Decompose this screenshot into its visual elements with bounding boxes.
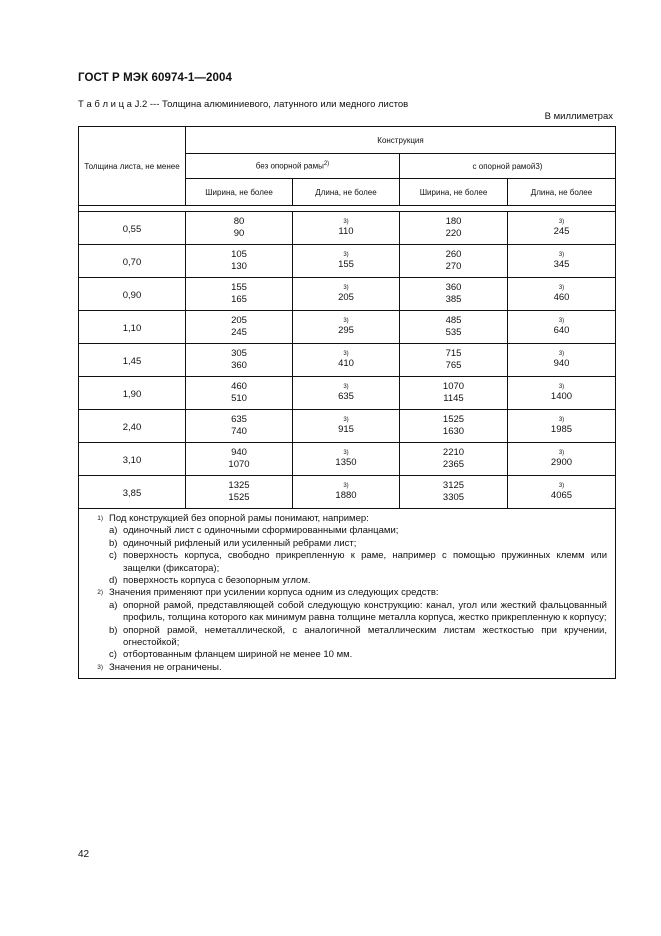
- table-row: [79, 278, 616, 311]
- note-3-mark: 3): [97, 663, 103, 671]
- width-value-a: 360: [445, 282, 462, 293]
- length-with-frame-cell: [508, 245, 616, 278]
- note-item-text: отбортованным фланцем шириной не менее 10 мм.: [123, 649, 353, 661]
- width-without-frame-cell: [186, 344, 293, 377]
- footnote-ref-3: 3): [558, 417, 565, 423]
- thickness-cell: 2,40: [79, 410, 186, 443]
- table-row: [79, 344, 616, 377]
- length-value: 940: [553, 358, 570, 369]
- length-value: 110: [338, 226, 354, 237]
- note-1-mark: 1): [97, 515, 103, 522]
- note-item-label: b): [109, 624, 118, 636]
- header-width-without-frame: Ширина, не более: [186, 179, 293, 206]
- note-list-item: [87, 649, 607, 661]
- length-value: 640: [553, 325, 570, 336]
- header-with-frame: с опорной рамой3): [400, 154, 616, 179]
- width-without-frame-cell: [186, 311, 293, 344]
- thickness-table: [78, 126, 616, 679]
- length-without-frame-cell: [293, 344, 400, 377]
- width-without-frame-cell: [186, 278, 293, 311]
- width-value-a: 180: [445, 216, 462, 227]
- width-value-a: 635: [231, 414, 247, 425]
- width-value-a: 105: [231, 249, 247, 260]
- note-item-text: опорной рамой, неметаллической, с аналогичной металлическим листам жесткостью при кручении, огнестойкой;: [123, 624, 607, 649]
- length-with-frame-cell: [508, 278, 616, 311]
- note-item-label: b): [109, 537, 118, 549]
- length-value: 410: [338, 358, 354, 369]
- length-without-frame-cell: [293, 476, 400, 509]
- length-without-frame-cell: [293, 410, 400, 443]
- table-row: [79, 377, 616, 410]
- length-value: 2900: [550, 457, 573, 468]
- length-without-frame-cell: [293, 443, 400, 476]
- width-without-frame-cell: [186, 212, 293, 245]
- length-value: 915: [338, 424, 354, 435]
- footnote-ref-2: 2): [323, 161, 330, 168]
- width-value-a: 1525: [442, 414, 465, 425]
- width-value-b: 2365: [442, 459, 465, 470]
- width-value-a: 715: [445, 348, 462, 359]
- length-with-frame-cell: [508, 443, 616, 476]
- footnote-ref-3: 3): [343, 384, 349, 390]
- width-value-a: 940: [231, 447, 247, 458]
- width-value-b: 90: [233, 228, 245, 239]
- thickness-cell: 1,90: [79, 377, 186, 410]
- footnote-ref-3: 3): [558, 351, 565, 357]
- thickness-cell: 0,55: [79, 212, 186, 245]
- width-value-b: 510: [231, 393, 247, 404]
- footnote-ref-3: 3): [558, 450, 565, 456]
- note-item-text: поверхность корпуса с безопорным углом.: [123, 575, 311, 587]
- length-without-frame-cell: [293, 377, 400, 410]
- length-without-frame-cell: [293, 311, 400, 344]
- width-with-frame-cell: [400, 245, 508, 278]
- length-without-frame-cell: [293, 278, 400, 311]
- width-value-a: 260: [445, 249, 462, 260]
- thickness-cell: 3,10: [79, 443, 186, 476]
- note-1-text: Под конструкцией без опорной рамы понимают, например:: [109, 513, 369, 524]
- width-without-frame-cell: [186, 245, 293, 278]
- width-without-frame-cell: [186, 410, 293, 443]
- table-row: [79, 311, 616, 344]
- footnote-ref-3: 3): [558, 384, 565, 390]
- footnote-ref-3: 3): [343, 351, 349, 357]
- width-without-frame-cell: [186, 443, 293, 476]
- header-length-without-frame: Длина, не более: [293, 179, 400, 206]
- width-value-a: 80: [233, 216, 245, 227]
- table-notes: [79, 509, 616, 679]
- width-value-a: 460: [231, 381, 247, 392]
- header-without-frame-label: без опорной рамы: [255, 161, 324, 171]
- length-value: 1880: [335, 490, 357, 501]
- width-value-a: 485: [445, 315, 462, 326]
- header-width-with-frame: Ширина, не более: [400, 179, 508, 206]
- width-value-b: 220: [445, 228, 462, 239]
- thickness-cell: 3,85: [79, 476, 186, 509]
- width-value-b: 1630: [442, 426, 465, 437]
- width-with-frame-cell: [400, 278, 508, 311]
- length-value: 205: [338, 292, 354, 303]
- length-value: 1985: [550, 424, 573, 435]
- footnote-ref-3: 3): [343, 285, 349, 291]
- width-value-a: 155: [231, 282, 247, 293]
- page-number: 42: [78, 849, 90, 860]
- footnote-ref-3: 3): [343, 417, 349, 423]
- width-value-b: 270: [445, 261, 462, 272]
- thickness-cell: 1,45: [79, 344, 186, 377]
- width-value-b: 245: [231, 327, 247, 338]
- note-list-item: [87, 625, 607, 650]
- header-length-with-frame: Длина, не более: [508, 179, 616, 206]
- table-caption: Т а б л и ц а J.2 --- Толщина алюминиевого, латунного или медного листов: [78, 99, 409, 110]
- note-item-text: опорной рамой, представляющей собой следующую конструкцию: канал, угол или жесткий фальцованный профиль, толщина которого как минимум равна толщине металла корпуса, жестко прикрепленную к корпусу;: [123, 599, 607, 624]
- length-without-frame-cell: [293, 212, 400, 245]
- width-value-b: 535: [445, 327, 462, 338]
- length-value: 635: [338, 391, 354, 402]
- units-label: В миллиметрах: [544, 111, 613, 122]
- width-value-a: 305: [231, 348, 247, 359]
- footnote-ref-3: 3): [343, 219, 349, 225]
- length-without-frame-cell: [293, 245, 400, 278]
- note-item-text: одиночный рифленый или усиленный ребрами лист;: [123, 537, 357, 549]
- width-with-frame-cell: [400, 212, 508, 245]
- width-value-b: 3305: [442, 492, 465, 503]
- length-value: 460: [553, 292, 570, 303]
- width-value-b: 1525: [228, 492, 250, 503]
- header-without-frame: [186, 154, 400, 179]
- note-item-label: a): [109, 599, 118, 611]
- width-with-frame-cell: [400, 311, 508, 344]
- note-2: [87, 587, 607, 599]
- thickness-cell: 1,10: [79, 311, 186, 344]
- note-1: [87, 513, 607, 525]
- width-value-b: 765: [445, 360, 462, 371]
- note-list-item: [87, 575, 607, 587]
- width-without-frame-cell: [186, 476, 293, 509]
- length-value: 345: [553, 259, 570, 270]
- width-value-b: 385: [445, 294, 462, 305]
- width-value-a: 2210: [442, 447, 465, 458]
- width-value-b: 740: [231, 426, 247, 437]
- length-value: 245: [553, 226, 570, 237]
- table-row: [79, 212, 616, 245]
- note-2-text: Значения применяют при усилении корпуса одним из следующих средств:: [109, 587, 439, 599]
- width-without-frame-cell: [186, 377, 293, 410]
- length-value: 4065: [550, 490, 573, 501]
- width-with-frame-cell: [400, 476, 508, 509]
- width-with-frame-cell: [400, 410, 508, 443]
- header-thickness: Толщина листа, не менее: [79, 127, 186, 206]
- note-item-label: d): [109, 575, 118, 587]
- note-2-mark: 2): [97, 589, 103, 597]
- note-item-label: c): [109, 649, 117, 661]
- table-row: [79, 443, 616, 476]
- length-with-frame-cell: [508, 311, 616, 344]
- width-value-b: 130: [231, 261, 247, 272]
- length-value: 155: [338, 259, 354, 270]
- document-title: ГОСТ Р МЭК 60974-1—2004: [78, 72, 232, 84]
- thickness-cell: 0,90: [79, 278, 186, 311]
- width-value-b: 1145: [443, 393, 464, 404]
- width-value-a: 1070: [442, 381, 465, 392]
- length-with-frame-cell: [508, 377, 616, 410]
- note-list-item: [87, 600, 607, 625]
- length-with-frame-cell: [508, 410, 616, 443]
- width-value-a: 3125: [442, 480, 465, 491]
- footnote-ref-3: 3): [558, 318, 565, 324]
- thickness-cell: 0,70: [79, 245, 186, 278]
- note-3-text: Значения не ограничены.: [109, 661, 222, 673]
- width-value-a: 1325: [228, 480, 250, 491]
- note-item-text: одиночный лист с одиночными сформированными фланцами;: [123, 525, 399, 537]
- table-row: [79, 476, 616, 509]
- width-value-b: 360: [231, 360, 247, 371]
- note-item-text: поверхность корпуса, свободно прикрепленную к раме, например с помощью пружинных клемм или защелки (фиксатора);: [123, 550, 607, 574]
- footnote-ref-3: 3): [343, 483, 349, 489]
- length-with-frame-cell: [508, 212, 616, 245]
- width-value-a: 205: [231, 315, 247, 326]
- length-with-frame-cell: [508, 476, 616, 509]
- note-list-item: [87, 525, 607, 537]
- length-with-frame-cell: [508, 344, 616, 377]
- table-row: [79, 245, 616, 278]
- header-construction: Конструкция: [186, 127, 616, 154]
- width-with-frame-cell: [400, 344, 508, 377]
- note-item-label: c): [109, 550, 117, 562]
- length-value: 1350: [335, 457, 357, 468]
- footnote-ref-3: 3): [558, 219, 565, 225]
- width-value-b: 1070: [228, 459, 250, 470]
- footnote-ref-3: 3): [343, 252, 349, 258]
- width-value-b: 165: [231, 294, 247, 305]
- footnote-ref-3: 3): [558, 285, 565, 291]
- length-value: 295: [338, 325, 354, 336]
- footnote-ref-3: 3): [343, 450, 349, 456]
- footnote-ref-3: 3): [558, 252, 565, 258]
- width-with-frame-cell: [400, 377, 508, 410]
- note-list-item: [87, 538, 607, 550]
- footnote-ref-3: 3): [343, 318, 349, 324]
- note-item-label: a): [109, 525, 118, 537]
- table-row: [79, 410, 616, 443]
- width-with-frame-cell: [400, 443, 508, 476]
- note-3: [87, 662, 607, 674]
- footnote-ref-3: 3): [558, 483, 565, 489]
- note-list-item: [87, 550, 607, 575]
- length-value: 1400: [550, 391, 573, 402]
